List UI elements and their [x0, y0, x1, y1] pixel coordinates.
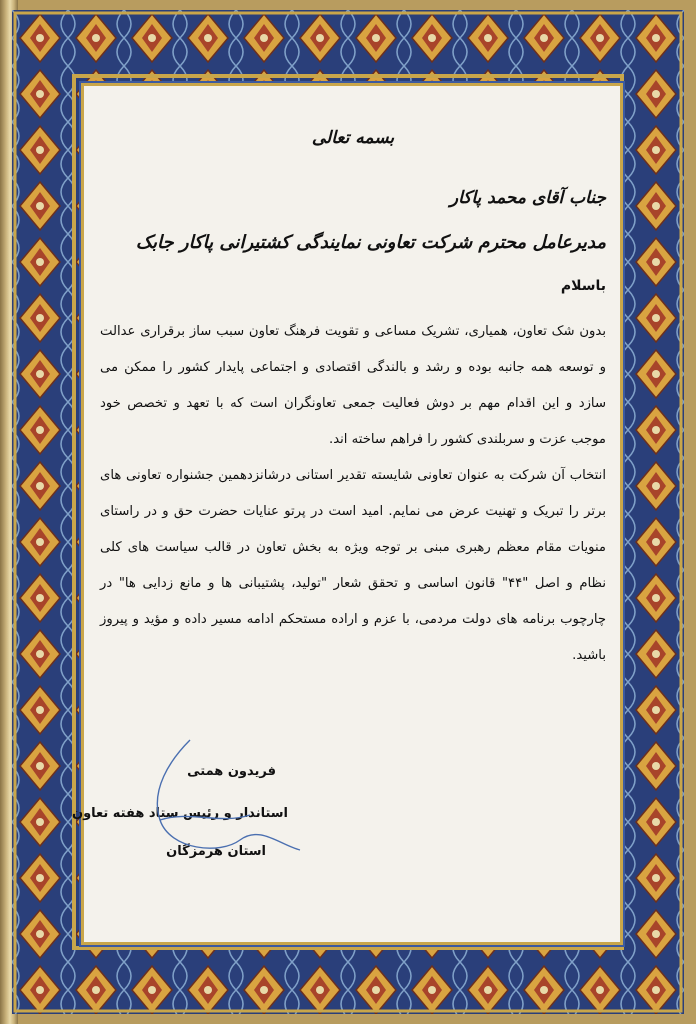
signatory-name: فریدون همتی	[187, 764, 276, 779]
body-paragraph-1: بدون شک تعاون، همیاری، تشریک مساعی و تقویت فرهنگ تعاون سبب ساز برقراری عدالت و توسعه همه جانبه بوده و رشد و بالندگی اقتصادی و اجتماعی پایدار کشور را ممکن می سازد و این اقدام مهم بر دوش فعالیت جمعی تعاونگران است که با تعهد و تخصص خود موجب عزت و سربلندی کشور را فراهم ساخته اند.	[100, 324, 606, 447]
signatory-province: استان هرمزگان	[166, 844, 266, 859]
letter-body	[100, 314, 606, 674]
body-paragraph-2: انتخاب آن شرکت به عنوان تعاونی شایسته تقدیر استانی درشانزدهمین جشنواره تعاونی های برتر را تبریک و تهنیت عرض می نمایم. امید است در پرتو عنایات حضرت حق و در راستای منویات مقام معظم رهبری مبنی بر توجه ویژه به بخش تعاون در قالب سیاست های کلی نظام و اصل "۴۴" قانون اساسی و تحقق شعار "تولید، پشتیبانی ها و مانع زدایی ها" در چارچوب برنامه های دولت مردمی، با عزم و اراده مستحکم ادامه مسیر داده و مؤید و پیروز باشید.	[100, 468, 607, 663]
handwritten-signature	[130, 730, 310, 870]
recipient-title: مدیرعامل محترم شرکت تعاونی نمایندگی کشتیرانی پاکار جابک	[135, 232, 606, 253]
signatory-title: استاندار و رئیس ستاد هفته تعاون	[72, 806, 288, 821]
greeting: باسلام	[560, 278, 606, 294]
letter-heading: بسمه تعالی	[311, 128, 395, 148]
recipient-name: جناب آقای محمد پاکار	[449, 188, 606, 208]
